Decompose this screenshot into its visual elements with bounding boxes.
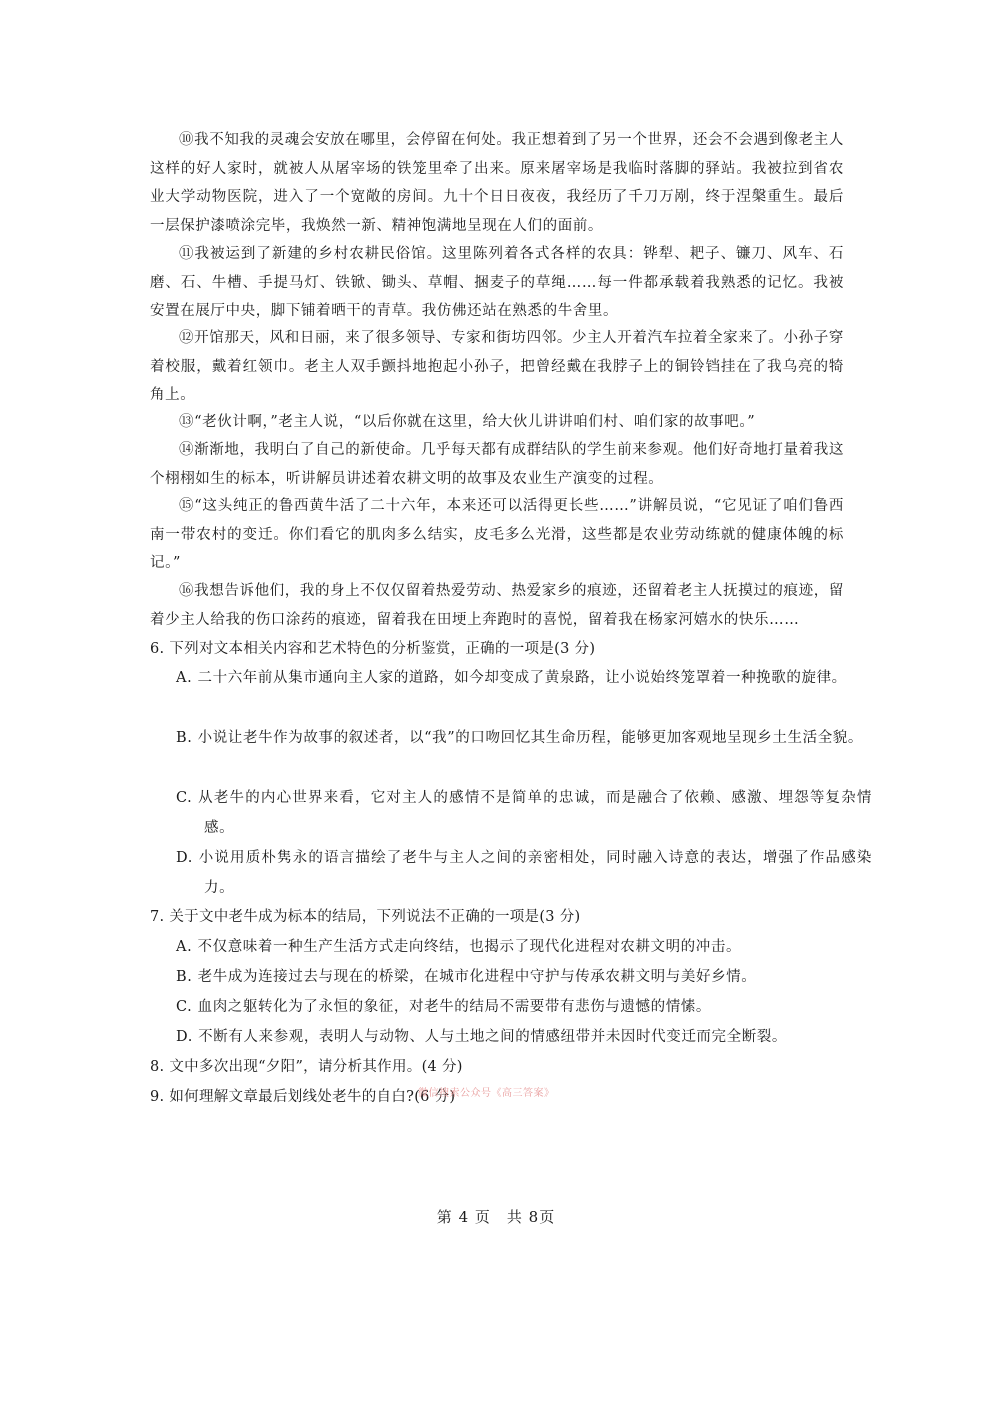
question-6-option-a: A. 二十六年前从集市通向主人家的道路，如今却变成了黄泉路，让小说始终笼罩着一种挽歌的旋律。	[176, 670, 847, 686]
question-7-option-c: C. 血肉之躯转化为了永恒的象征，对老牛的结局不需要带有悲伤与遗憾的情愫。	[176, 999, 711, 1015]
question-6-stem: 6. 下列对文本相关内容和艺术特色的分析鉴赏，正确的一项是(3 分)	[150, 641, 596, 657]
question-7-option-a: A. 不仅意味着一种生产生活方式走向终结，也揭示了现代化进程对农耕文明的冲击。	[176, 939, 742, 955]
question-9-stem: 9. 如何理解文章最后划线处老牛的自白?(6 分)	[150, 1089, 456, 1105]
question-6-option-d: D. 小说用质朴隽永的语言描绘了老牛与主人之间的亲密相处，同时融入诗意的表达，增强了作品感染力。	[176, 850, 872, 896]
page-number-footer: 第 4 页 共 8页	[436, 1208, 556, 1226]
paragraph-11: ⑪我被运到了新建的乡村农耕民俗馆。这里陈列着各式各样的农具：铧犁、耙子、镰刀、风车、石磨、石、牛槽、手提马灯、铁锨、锄头、草帽、捆麦子的草绳……每一件都承载着我熟悉的记忆。我被安置在展厅中央，脚下铺着晒干的青草。我仿佛还站在熟悉的牛舍里。	[150, 246, 844, 319]
question-8-stem: 8. 文中多次出现“夕阳”，请分析其作用。(4 分)	[150, 1059, 463, 1075]
question-7-option-d: D. 不断有人来参观，表明人与动物、人与土地之间的情感纽带并未因时代变迁而完全断裂。	[176, 1029, 788, 1045]
question-6-option-c: C. 从老牛的内心世界来看，它对主人的感情不是简单的忠诚，而是融合了依赖、感激、埋怨等复杂情感。	[176, 790, 872, 836]
watermark-text: 微信搜索公众号《高三答案》	[418, 1088, 555, 1099]
paragraph-13: ⑬“老伙计啊，”老主人说，“以后你就在这里，给大伙儿讲讲咱们村、咱们家的故事吧。”	[179, 414, 756, 430]
paragraph-16: ⑯我想告诉他们，我的身上不仅仅留着热爱劳动、热爱家乡的痕迹，还留着老主人抚摸过的痕迹，留着少主人给我的伤口涂药的痕迹，留着我在田埂上奔跑时的喜悦，留着我在杨家河嬉水的快乐……	[150, 583, 844, 628]
question-7-option-b: B. 老牛成为连接过去与现在的桥梁，在城市化进程中守护与传承农耕文明与美好乡情。	[176, 969, 757, 985]
question-6-option-b: B. 小说让老牛作为故事的叙述者，以“我”的口吻回忆其生命历程，能够更加客观地呈现乡土生活全貌。	[176, 730, 863, 746]
paragraph-10: ⑩我不知我的灵魂会安放在哪里，会停留在何处。我正想着到了另一个世界，还会不会遇到像老主人这样的好人家时，就被人从屠宰场的铁笼里牵了出来。原来屠宰场是我临时落脚的驿站。我被拉到省农业大学动物医院，进入了一个宽敞的房间。九十个日日夜夜，我经历了千刀万剐，终于涅槃重生。最后一层保护漆喷涂完毕，我焕然一新、精神饱满地呈现在人们的面前。	[150, 132, 844, 234]
paragraph-14: ⑭渐渐地，我明白了自己的新使命。几乎每天都有成群结队的学生前来参观。他们好奇地打量着我这个栩栩如生的标本，听讲解员讲述着农耕文明的故事及农业生产演变的过程。	[150, 442, 844, 487]
paragraph-12: ⑫开馆那天，风和日丽，来了很多领导、专家和街坊四邻。少主人开着汽车拉着全家来了。小孙子穿着校服，戴着红领巾。老主人双手颤抖地抱起小孙子，把曾经戴在我脖子上的铜铃铛挂在了我乌亮的犄角上。	[150, 330, 844, 403]
paragraph-15: ⑮“这头纯正的鲁西黄牛活了二十六年，本来还可以活得更长些……”讲解员说，“它见证了咱们鲁西南一带农村的变迁。你们看它的肌肉多么结实，皮毛多么光滑，这些都是农业劳动练就的健康体魄的标记。”	[150, 498, 844, 571]
question-7-stem: 7. 关于文中老牛成为标本的结局，下列说法不正确的一项是(3 分)	[150, 909, 581, 925]
